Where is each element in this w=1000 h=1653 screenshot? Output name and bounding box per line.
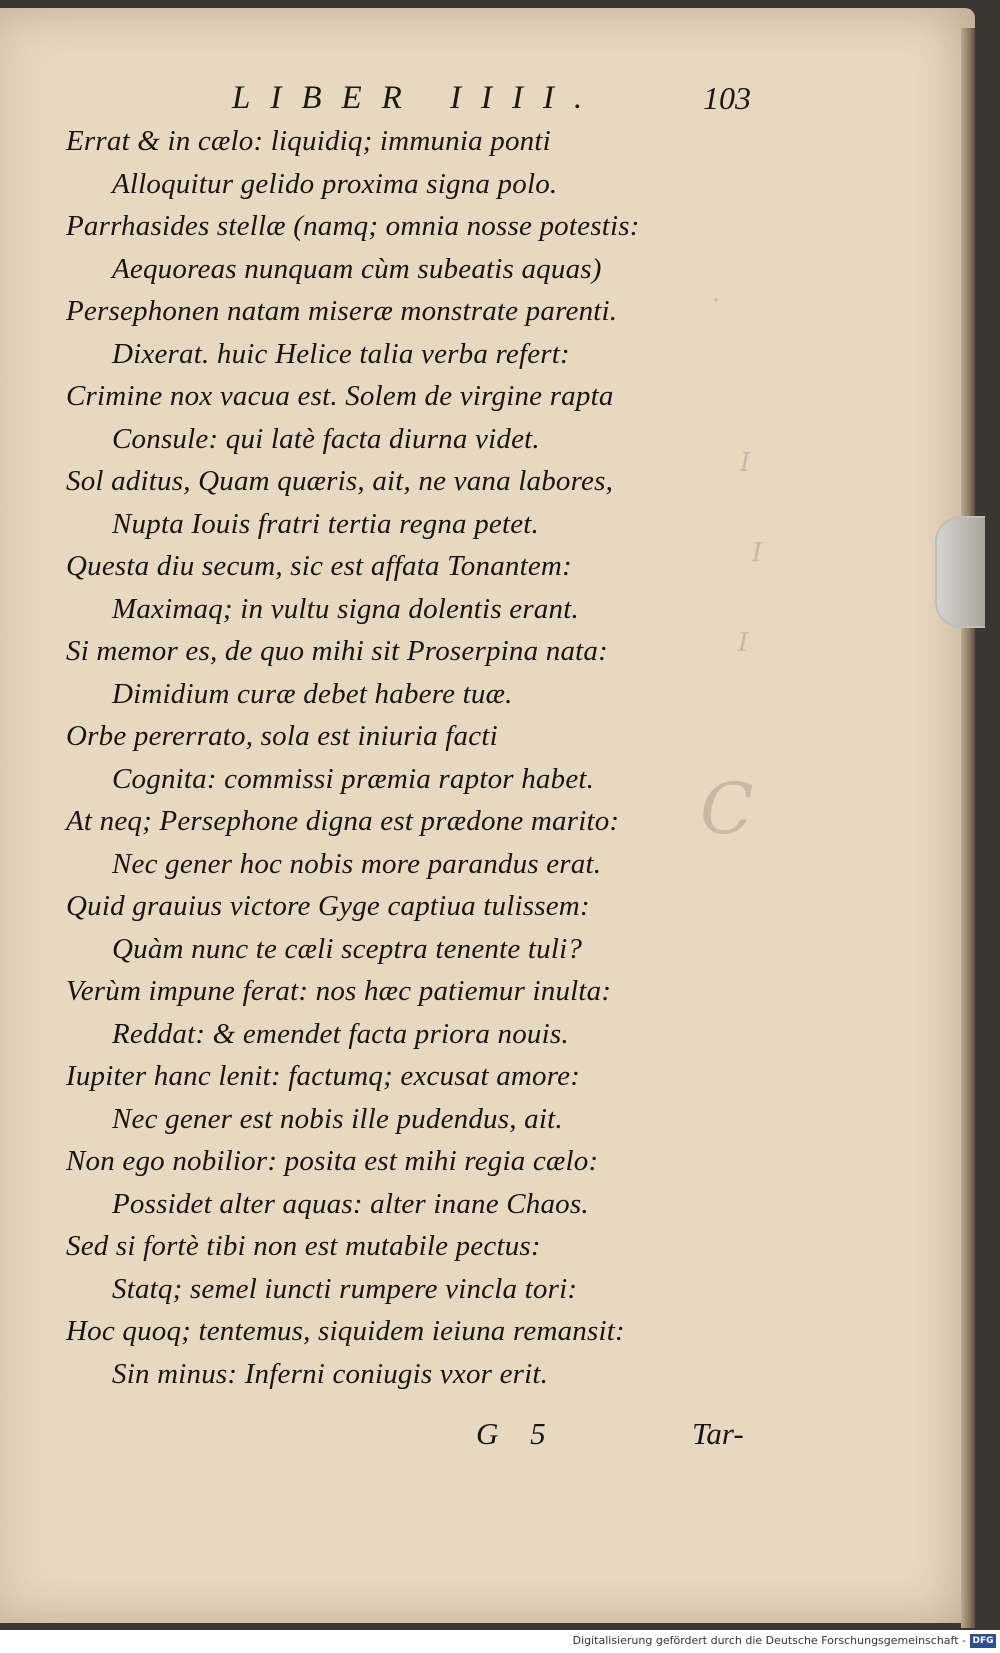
show-through-mark: C: [700, 768, 754, 850]
dfg-logo-icon: DFG: [970, 1634, 996, 1648]
verse-line: Orbe pererrato, sola est iniuria facti: [66, 720, 498, 752]
verse-line: At neq; Persephone digna est prædone marito:: [66, 805, 620, 837]
verse-line: Nec gener hoc nobis more parandus erat.: [112, 847, 602, 880]
signature-mark: G 5: [476, 1416, 558, 1451]
verse-line: Dixerat. huic Helice talia verba refert:: [112, 337, 570, 370]
verse-line: Iupiter hanc lenit: factumq; excusat amore:: [66, 1060, 581, 1092]
verse-line: Sol aditus, Quam quæris, ait, ne vana labores,: [66, 465, 614, 497]
show-through-mark: I: [752, 538, 763, 568]
credit-bar: [0, 1630, 1000, 1653]
book-page: [0, 8, 975, 1623]
verse-line: Reddat: & emendet facta priora nouis.: [112, 1017, 569, 1050]
verse-line: Parrhasides stellæ (namq; omnia nosse potestis:: [66, 210, 640, 242]
verse-line: Consule: qui latè facta diurna videt.: [112, 422, 540, 455]
verse-line: Sin minus: Inferni coniugis vxor erit.: [112, 1357, 549, 1390]
verse-line: Questa diu secum, sic est affata Tonantem:: [66, 550, 572, 582]
page-number: 103: [703, 80, 751, 116]
verse-line: Aequoreas nunquam cùm subeatis aquas): [112, 252, 602, 285]
verse-line: Persephonen natam miseræ monstrate parenti.: [66, 295, 618, 327]
verse-line: Quid grauius victore Gyge captiua tulissem:: [66, 890, 590, 922]
verse-line: Sed si fortè tibi non est mutabile pectus:: [66, 1230, 541, 1262]
poem-text: [0, 120, 975, 1395]
verse-line: Crimine nox vacua est. Solem de virgine rapta: [66, 380, 614, 412]
verse-line: Si memor es, de quo mihi sit Proserpina nata:: [66, 635, 608, 667]
verse-line: Maximaq; in vultu signa dolentis erant.: [112, 592, 579, 625]
verse-line: Cognita: commissi præmia raptor habet.: [112, 762, 595, 795]
running-title: LIBER IIII.: [232, 80, 603, 116]
show-through-mark: .: [712, 278, 721, 308]
show-through-mark: I: [738, 628, 749, 658]
page-header: [0, 80, 975, 120]
funding-credit: Digitalisierung gefördert durch die Deutsche Forschungsgemeinschaft -: [572, 1634, 966, 1647]
verse-line: Alloquitur gelido proxima signa polo.: [112, 167, 558, 200]
show-through-mark: I: [740, 448, 751, 478]
verse-line: Non ego nobilior: posita est mihi regia cælo:: [66, 1145, 599, 1177]
verse-line: Nupta Iouis fratri tertia regna petet.: [112, 507, 540, 540]
verse-line: Quàm nunc te cæli sceptra tenente tuli?: [112, 932, 583, 965]
verse-line: Nec gener est nobis ille pudendus, ait.: [112, 1102, 563, 1135]
page-footer: [0, 1416, 975, 1460]
verse-line: Verùm impune ferat: nos hæc patiemur inulta:: [66, 975, 612, 1007]
verse-line: Hoc quoq; tentemus, siquidem ieiuna remansit:: [66, 1315, 625, 1347]
catchword: Tar-: [692, 1416, 744, 1451]
verse-line: Dimidium curæ debet habere tuæ.: [112, 677, 513, 710]
verse-line: Statq; semel iuncti rumpere vincla tori:: [112, 1272, 578, 1305]
verse-line: Possidet alter aquas: alter inane Chaos.: [112, 1187, 589, 1220]
verse-line: Errat & in cælo: liquidiq; immunia ponti: [66, 125, 551, 157]
